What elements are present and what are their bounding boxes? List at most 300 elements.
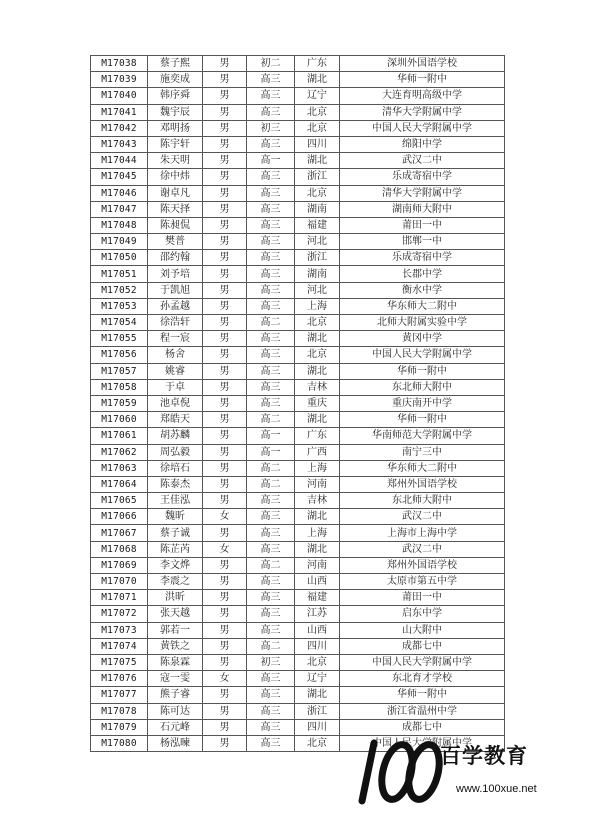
province-cell: 上海 bbox=[295, 298, 340, 314]
student-name-cell: 李震之 bbox=[148, 574, 203, 590]
student-name-cell: 陈芷芮 bbox=[148, 541, 203, 557]
province-cell: 湖北 bbox=[295, 331, 340, 347]
gender-cell: 男 bbox=[203, 590, 247, 606]
table-row bbox=[91, 428, 505, 444]
gender-cell: 男 bbox=[203, 72, 247, 88]
province-cell: 北京 bbox=[295, 104, 340, 120]
table-row bbox=[91, 687, 505, 703]
table-row bbox=[91, 654, 505, 670]
table-row bbox=[91, 266, 505, 282]
gender-cell: 男 bbox=[203, 136, 247, 152]
school-cell: 武汉二中 bbox=[340, 541, 505, 557]
gender-cell: 男 bbox=[203, 687, 247, 703]
gender-cell: 男 bbox=[203, 282, 247, 298]
gender-cell: 女 bbox=[203, 671, 247, 687]
table-row bbox=[91, 120, 505, 136]
school-cell: 华南师范大学附属中学 bbox=[340, 428, 505, 444]
province-cell: 四川 bbox=[295, 136, 340, 152]
gender-cell: 男 bbox=[203, 412, 247, 428]
student-name-cell: 杨泓暕 bbox=[148, 735, 203, 751]
school-cell: 浙江省温州中学 bbox=[340, 703, 505, 719]
province-cell: 湖北 bbox=[295, 412, 340, 428]
school-cell: 华东师大二附中 bbox=[340, 460, 505, 476]
school-cell: 莆田一中 bbox=[340, 590, 505, 606]
gender-cell: 男 bbox=[203, 153, 247, 169]
province-cell: 吉林 bbox=[295, 493, 340, 509]
grade-cell: 初二 bbox=[247, 56, 295, 72]
gender-cell: 男 bbox=[203, 444, 247, 460]
student-name-cell: 李文烨 bbox=[148, 557, 203, 573]
grade-cell: 高三 bbox=[247, 185, 295, 201]
student-id-cell: M17074 bbox=[91, 638, 148, 654]
student-name-cell: 徐中炜 bbox=[148, 169, 203, 185]
gender-cell: 男 bbox=[203, 315, 247, 331]
student-id-cell: M17062 bbox=[91, 444, 148, 460]
province-cell: 北京 bbox=[295, 735, 340, 751]
gender-cell: 女 bbox=[203, 541, 247, 557]
grade-cell: 高三 bbox=[247, 201, 295, 217]
grade-cell: 高三 bbox=[247, 671, 295, 687]
gender-cell: 男 bbox=[203, 719, 247, 735]
school-cell: 重庆南开中学 bbox=[340, 395, 505, 411]
student-id-cell: M17076 bbox=[91, 671, 148, 687]
province-cell: 江苏 bbox=[295, 606, 340, 622]
province-cell: 浙江 bbox=[295, 250, 340, 266]
grade-cell: 初三 bbox=[247, 654, 295, 670]
student-name-cell: 陈昶侃 bbox=[148, 217, 203, 233]
province-cell: 北京 bbox=[295, 120, 340, 136]
table-row bbox=[91, 234, 505, 250]
gender-cell: 男 bbox=[203, 88, 247, 104]
student-id-cell: M17040 bbox=[91, 88, 148, 104]
student-name-cell: 杨舍 bbox=[148, 347, 203, 363]
grade-cell: 高三 bbox=[247, 525, 295, 541]
table-row bbox=[91, 250, 505, 266]
student-name-cell: 陈宇轩 bbox=[148, 136, 203, 152]
gender-cell: 男 bbox=[203, 379, 247, 395]
student-name-cell: 于凯旭 bbox=[148, 282, 203, 298]
table-row bbox=[91, 136, 505, 152]
table-row bbox=[91, 104, 505, 120]
school-cell: 清华大学附属中学 bbox=[340, 185, 505, 201]
student-id-cell: M17052 bbox=[91, 282, 148, 298]
table-row bbox=[91, 590, 505, 606]
school-cell: 东北师大附中 bbox=[340, 379, 505, 395]
province-cell: 湖北 bbox=[295, 72, 340, 88]
table-row bbox=[91, 476, 505, 492]
student-name-cell: 池卓倪 bbox=[148, 395, 203, 411]
grade-cell: 高三 bbox=[247, 331, 295, 347]
gender-cell: 男 bbox=[203, 574, 247, 590]
grade-cell: 高三 bbox=[247, 72, 295, 88]
table-row bbox=[91, 56, 505, 72]
student-id-cell: M17070 bbox=[91, 574, 148, 590]
province-cell: 湖北 bbox=[295, 687, 340, 703]
student-id-cell: M17048 bbox=[91, 217, 148, 233]
student-name-cell: 于卓 bbox=[148, 379, 203, 395]
table-row bbox=[91, 331, 505, 347]
grade-cell: 高三 bbox=[247, 509, 295, 525]
province-cell: 北京 bbox=[295, 347, 340, 363]
table-row bbox=[91, 169, 505, 185]
student-id-cell: M17044 bbox=[91, 153, 148, 169]
province-cell: 湖北 bbox=[295, 363, 340, 379]
student-id-cell: M17045 bbox=[91, 169, 148, 185]
gender-cell: 男 bbox=[203, 703, 247, 719]
grade-cell: 高二 bbox=[247, 315, 295, 331]
student-name-cell: 黄铁之 bbox=[148, 638, 203, 654]
student-name-cell: 施奕成 bbox=[148, 72, 203, 88]
student-id-cell: M17061 bbox=[91, 428, 148, 444]
student-name-cell: 陈天择 bbox=[148, 201, 203, 217]
student-id-cell: M17057 bbox=[91, 363, 148, 379]
table-row bbox=[91, 217, 505, 233]
gender-cell: 男 bbox=[203, 638, 247, 654]
province-cell: 广西 bbox=[295, 444, 340, 460]
grade-cell: 高三 bbox=[247, 719, 295, 735]
grade-cell: 高三 bbox=[247, 136, 295, 152]
student-name-cell: 石元峰 bbox=[148, 719, 203, 735]
table-row bbox=[91, 185, 505, 201]
table-row bbox=[91, 541, 505, 557]
school-cell: 南宁三中 bbox=[340, 444, 505, 460]
student-id-cell: M17077 bbox=[91, 687, 148, 703]
grade-cell: 高三 bbox=[247, 266, 295, 282]
student-name-cell: 胡苏麟 bbox=[148, 428, 203, 444]
gender-cell: 男 bbox=[203, 476, 247, 492]
grade-cell: 高三 bbox=[247, 282, 295, 298]
table-row bbox=[91, 379, 505, 395]
province-cell: 山西 bbox=[295, 622, 340, 638]
gender-cell: 男 bbox=[203, 622, 247, 638]
table-row bbox=[91, 444, 505, 460]
table-row bbox=[91, 703, 505, 719]
student-name-cell: 周弘毅 bbox=[148, 444, 203, 460]
student-name-cell: 徐浩轩 bbox=[148, 315, 203, 331]
student-table-body bbox=[91, 56, 505, 752]
province-cell: 福建 bbox=[295, 590, 340, 606]
gender-cell: 男 bbox=[203, 120, 247, 136]
school-cell: 衡水中学 bbox=[340, 282, 505, 298]
school-cell: 莆田一中 bbox=[340, 217, 505, 233]
gender-cell: 男 bbox=[203, 266, 247, 282]
table-row bbox=[91, 557, 505, 573]
student-name-cell: 姚睿 bbox=[148, 363, 203, 379]
student-id-cell: M17072 bbox=[91, 606, 148, 622]
school-cell: 华师一附中 bbox=[340, 687, 505, 703]
school-cell: 华师一附中 bbox=[340, 363, 505, 379]
gender-cell: 男 bbox=[203, 104, 247, 120]
gender-cell: 男 bbox=[203, 460, 247, 476]
table-row bbox=[91, 88, 505, 104]
gender-cell: 男 bbox=[203, 201, 247, 217]
grade-cell: 初三 bbox=[247, 120, 295, 136]
table-row bbox=[91, 493, 505, 509]
student-id-cell: M17047 bbox=[91, 201, 148, 217]
school-cell: 成都七中 bbox=[340, 638, 505, 654]
gender-cell: 男 bbox=[203, 298, 247, 314]
student-id-cell: M17043 bbox=[91, 136, 148, 152]
province-cell: 湖北 bbox=[295, 509, 340, 525]
gender-cell: 男 bbox=[203, 654, 247, 670]
watermark-url: www.100xue.net bbox=[456, 783, 537, 795]
grade-cell: 高三 bbox=[247, 735, 295, 751]
school-cell: 清华大学附属中学 bbox=[340, 104, 505, 120]
grade-cell: 高三 bbox=[247, 104, 295, 120]
grade-cell: 高二 bbox=[247, 460, 295, 476]
gender-cell: 男 bbox=[203, 217, 247, 233]
school-cell: 深圳外国语学校 bbox=[340, 56, 505, 72]
student-name-cell: 郭若一 bbox=[148, 622, 203, 638]
province-cell: 湖南 bbox=[295, 201, 340, 217]
table-row bbox=[91, 638, 505, 654]
province-cell: 北京 bbox=[295, 185, 340, 201]
school-cell: 成都七中 bbox=[340, 719, 505, 735]
school-cell: 中国人民大学附属中学 bbox=[340, 120, 505, 136]
grade-cell: 高三 bbox=[247, 88, 295, 104]
student-name-cell: 张天越 bbox=[148, 606, 203, 622]
student-name-cell: 洪昕 bbox=[148, 590, 203, 606]
student-name-cell: 陈可达 bbox=[148, 703, 203, 719]
student-name-cell: 陈泰杰 bbox=[148, 476, 203, 492]
table-row bbox=[91, 719, 505, 735]
grade-cell: 高三 bbox=[247, 590, 295, 606]
grade-cell: 高三 bbox=[247, 493, 295, 509]
school-cell: 太原市第五中学 bbox=[340, 574, 505, 590]
grade-cell: 高一 bbox=[247, 428, 295, 444]
grade-cell: 高三 bbox=[247, 541, 295, 557]
student-name-cell: 邓明扬 bbox=[148, 120, 203, 136]
grade-cell: 高三 bbox=[247, 347, 295, 363]
student-id-cell: M17046 bbox=[91, 185, 148, 201]
school-cell: 绵阳中学 bbox=[340, 136, 505, 152]
table-row bbox=[91, 153, 505, 169]
school-cell: 中国人民大学附属中学 bbox=[340, 347, 505, 363]
gender-cell: 男 bbox=[203, 525, 247, 541]
grade-cell: 高三 bbox=[247, 622, 295, 638]
gender-cell: 男 bbox=[203, 347, 247, 363]
student-name-cell: 程一宸 bbox=[148, 331, 203, 347]
student-id-cell: M17051 bbox=[91, 266, 148, 282]
student-name-cell: 蔡子诚 bbox=[148, 525, 203, 541]
school-cell: 山大附中 bbox=[340, 622, 505, 638]
table-row bbox=[91, 509, 505, 525]
school-cell: 启东中学 bbox=[340, 606, 505, 622]
grade-cell: 高三 bbox=[247, 606, 295, 622]
table-row bbox=[91, 201, 505, 217]
student-id-cell: M17075 bbox=[91, 654, 148, 670]
grade-cell: 高二 bbox=[247, 412, 295, 428]
province-cell: 四川 bbox=[295, 638, 340, 654]
school-cell: 邯郸一中 bbox=[340, 234, 505, 250]
province-cell: 河南 bbox=[295, 476, 340, 492]
table-row bbox=[91, 525, 505, 541]
student-id-cell: M17056 bbox=[91, 347, 148, 363]
student-id-cell: M17066 bbox=[91, 509, 148, 525]
province-cell: 辽宁 bbox=[295, 671, 340, 687]
table-row bbox=[91, 395, 505, 411]
province-cell: 北京 bbox=[295, 315, 340, 331]
province-cell: 上海 bbox=[295, 460, 340, 476]
grade-cell: 高三 bbox=[247, 363, 295, 379]
student-id-cell: M17068 bbox=[91, 541, 148, 557]
school-cell: 郑州外国语学校 bbox=[340, 476, 505, 492]
table-row bbox=[91, 282, 505, 298]
watermark-brand-text: 百学教育 bbox=[440, 744, 528, 768]
student-id-cell: M17064 bbox=[91, 476, 148, 492]
gender-cell: 男 bbox=[203, 606, 247, 622]
student-id-cell: M17050 bbox=[91, 250, 148, 266]
gender-cell: 男 bbox=[203, 395, 247, 411]
student-id-cell: M17049 bbox=[91, 234, 148, 250]
student-id-cell: M17039 bbox=[91, 72, 148, 88]
school-cell: 大连育明高级中学 bbox=[340, 88, 505, 104]
table-row bbox=[91, 412, 505, 428]
gender-cell: 男 bbox=[203, 557, 247, 573]
student-table bbox=[90, 55, 505, 752]
gender-cell: 男 bbox=[203, 185, 247, 201]
grade-cell: 高二 bbox=[247, 557, 295, 573]
student-id-cell: M17063 bbox=[91, 460, 148, 476]
grade-cell: 高三 bbox=[247, 217, 295, 233]
province-cell: 四川 bbox=[295, 719, 340, 735]
table-row bbox=[91, 671, 505, 687]
province-cell: 重庆 bbox=[295, 395, 340, 411]
student-name-cell: 陈泉霖 bbox=[148, 654, 203, 670]
school-cell: 武汉二中 bbox=[340, 153, 505, 169]
table-row bbox=[91, 606, 505, 622]
province-cell: 福建 bbox=[295, 217, 340, 233]
province-cell: 河北 bbox=[295, 282, 340, 298]
school-cell: 华师一附中 bbox=[340, 412, 505, 428]
student-name-cell: 熊子睿 bbox=[148, 687, 203, 703]
province-cell: 河南 bbox=[295, 557, 340, 573]
grade-cell: 高二 bbox=[247, 476, 295, 492]
gender-cell: 男 bbox=[203, 428, 247, 444]
school-cell: 上海市上海中学 bbox=[340, 525, 505, 541]
province-cell: 辽宁 bbox=[295, 88, 340, 104]
student-name-cell: 谢卓凡 bbox=[148, 185, 203, 201]
province-cell: 浙江 bbox=[295, 703, 340, 719]
school-cell: 北师大附属实验中学 bbox=[340, 315, 505, 331]
student-name-cell: 王佳泓 bbox=[148, 493, 203, 509]
grade-cell: 高三 bbox=[247, 703, 295, 719]
school-cell: 东北师大附中 bbox=[340, 493, 505, 509]
student-name-cell: 韩序舜 bbox=[148, 88, 203, 104]
grade-cell: 高三 bbox=[247, 298, 295, 314]
school-cell: 中国人民大学附属中学 bbox=[340, 654, 505, 670]
gender-cell: 女 bbox=[203, 509, 247, 525]
student-name-cell: 樊普 bbox=[148, 234, 203, 250]
school-cell: 华东师大二附中 bbox=[340, 298, 505, 314]
school-cell: 湖南师大附中 bbox=[340, 201, 505, 217]
student-id-cell: M17058 bbox=[91, 379, 148, 395]
table-row bbox=[91, 72, 505, 88]
grade-cell: 高三 bbox=[247, 379, 295, 395]
province-cell: 河北 bbox=[295, 234, 340, 250]
grade-cell: 高二 bbox=[247, 638, 295, 654]
student-name-cell: 寇一雯 bbox=[148, 671, 203, 687]
gender-cell: 男 bbox=[203, 56, 247, 72]
student-name-cell: 郑皓天 bbox=[148, 412, 203, 428]
school-cell: 乐成寄宿中学 bbox=[340, 169, 505, 185]
school-cell: 黄冈中学 bbox=[340, 331, 505, 347]
province-cell: 湖北 bbox=[295, 153, 340, 169]
student-name-cell: 徐培石 bbox=[148, 460, 203, 476]
province-cell: 山西 bbox=[295, 574, 340, 590]
school-cell: 乐成寄宿中学 bbox=[340, 250, 505, 266]
table-row bbox=[91, 460, 505, 476]
school-cell: 郑州外国语学校 bbox=[340, 557, 505, 573]
student-id-cell: M17042 bbox=[91, 120, 148, 136]
gender-cell: 男 bbox=[203, 735, 247, 751]
student-name-cell: 魏昕 bbox=[148, 509, 203, 525]
student-id-cell: M17054 bbox=[91, 315, 148, 331]
student-id-cell: M17067 bbox=[91, 525, 148, 541]
table-row bbox=[91, 347, 505, 363]
student-id-cell: M17073 bbox=[91, 622, 148, 638]
student-id-cell: M17038 bbox=[91, 56, 148, 72]
grade-cell: 高三 bbox=[247, 574, 295, 590]
student-name-cell: 邵约翰 bbox=[148, 250, 203, 266]
school-cell: 中国人民大学附属中学 bbox=[340, 735, 505, 751]
province-cell: 吉林 bbox=[295, 379, 340, 395]
province-cell: 广东 bbox=[295, 428, 340, 444]
grade-cell: 高一 bbox=[247, 444, 295, 460]
grade-cell: 高三 bbox=[247, 687, 295, 703]
student-id-cell: M17060 bbox=[91, 412, 148, 428]
grade-cell: 高三 bbox=[247, 395, 295, 411]
student-id-cell: M17041 bbox=[91, 104, 148, 120]
province-cell: 浙江 bbox=[295, 169, 340, 185]
student-name-cell: 蔡子熙 bbox=[148, 56, 203, 72]
province-cell: 湖南 bbox=[295, 266, 340, 282]
table-row bbox=[91, 363, 505, 379]
province-cell: 湖北 bbox=[295, 541, 340, 557]
grade-cell: 高三 bbox=[247, 169, 295, 185]
province-cell: 上海 bbox=[295, 525, 340, 541]
gender-cell: 男 bbox=[203, 234, 247, 250]
student-name-cell: 魏宇辰 bbox=[148, 104, 203, 120]
school-cell: 长郡中学 bbox=[340, 266, 505, 282]
gender-cell: 男 bbox=[203, 331, 247, 347]
table-row bbox=[91, 298, 505, 314]
table-row bbox=[91, 622, 505, 638]
gender-cell: 男 bbox=[203, 169, 247, 185]
student-id-cell: M17055 bbox=[91, 331, 148, 347]
student-id-cell: M17053 bbox=[91, 298, 148, 314]
gender-cell: 男 bbox=[203, 250, 247, 266]
school-cell: 华师一附中 bbox=[340, 72, 505, 88]
student-name-cell: 刘予培 bbox=[148, 266, 203, 282]
student-id-cell: M17078 bbox=[91, 703, 148, 719]
logo-digit-1 bbox=[362, 743, 374, 801]
gender-cell: 男 bbox=[203, 363, 247, 379]
student-id-cell: M17071 bbox=[91, 590, 148, 606]
student-id-cell: M17079 bbox=[91, 719, 148, 735]
province-cell: 广东 bbox=[295, 56, 340, 72]
student-name-cell: 孙孟越 bbox=[148, 298, 203, 314]
table-row bbox=[91, 315, 505, 331]
grade-cell: 高三 bbox=[247, 234, 295, 250]
gender-cell: 男 bbox=[203, 493, 247, 509]
table-row bbox=[91, 574, 505, 590]
student-id-cell: M17059 bbox=[91, 395, 148, 411]
school-cell: 武汉二中 bbox=[340, 509, 505, 525]
grade-cell: 高一 bbox=[247, 153, 295, 169]
student-name-cell: 朱天明 bbox=[148, 153, 203, 169]
student-id-cell: M17065 bbox=[91, 493, 148, 509]
